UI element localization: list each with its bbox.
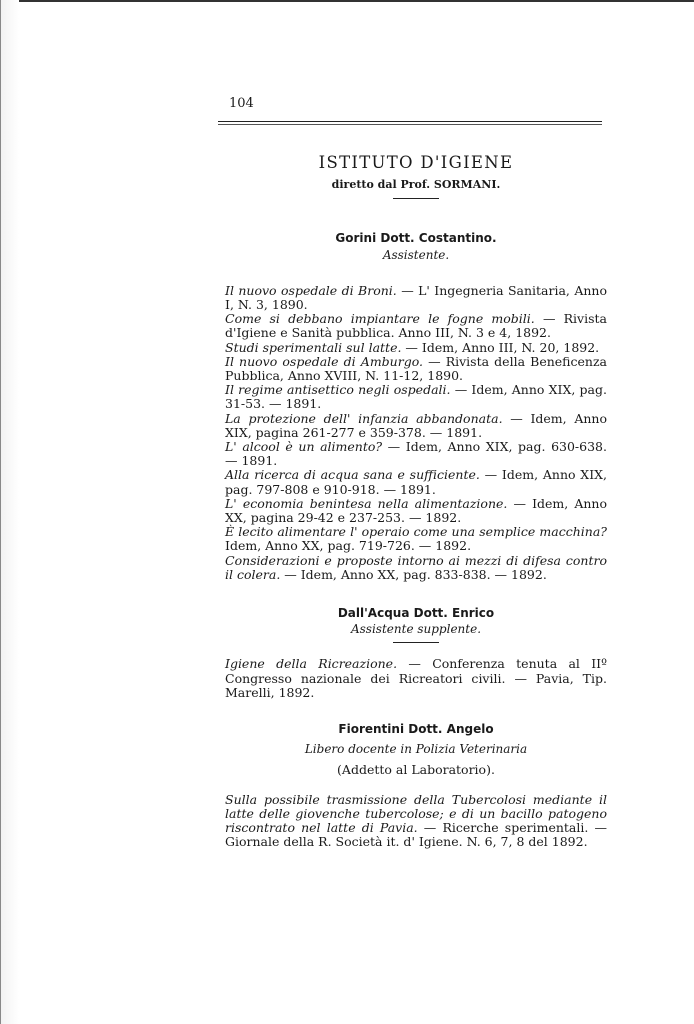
person-role: Assistente supplente. bbox=[350, 622, 482, 637]
publication-list bbox=[225, 657, 607, 700]
title-divider bbox=[393, 198, 439, 199]
person-role: Libero docente in Polizia Veterinaria bbox=[304, 742, 528, 757]
page-top-edge bbox=[0, 0, 694, 6]
page-binding-edge bbox=[0, 0, 19, 1024]
publication-item: Igiene della Ricreazione. — Conferenza tenuta al IIº Congresso nazionale dei Ricreatori civili. — Pavia, Tip. Marelli, 1892. bbox=[225, 656, 607, 700]
publication-item: Alla ricerca di acqua sana e sufficiente. — Idem, Anno XIX, pag. 797-808 e 910-918. — 1891. bbox=[225, 467, 608, 497]
page-content bbox=[225, 150, 607, 850]
publication-item: La protezione dell' infanzia abbandonata. — Idem, Anno XIX, pagina 261-277 e 359-378. — 1891. bbox=[225, 410, 607, 440]
publication-item: L' economia benintesa nella alimentazione. — Idem, Anno XX, pagina 29-42 e 237-253. — 1892. bbox=[225, 495, 607, 526]
person-note: (Addetto al Laboratorio). bbox=[337, 761, 495, 777]
person-name: Fiorentini Dott. Angelo bbox=[338, 722, 494, 737]
header-rule-secondary bbox=[218, 124, 602, 125]
person-name: Dall'Acqua Dott. Enrico bbox=[337, 606, 495, 621]
publication-item: L' alcool è un alimento? — Idem, Anno XIX, pag. 630-638. — 1891. bbox=[225, 439, 607, 469]
page-number: 104 bbox=[229, 96, 254, 111]
publication-list bbox=[225, 284, 607, 582]
section-divider bbox=[393, 642, 439, 643]
publication-item: Studi sperimentali sul latte. — Idem, Anno III, N. 20, 1892. bbox=[225, 339, 600, 355]
publication-item: Il nuovo ospedale di Broni. — L' Ingegneria Sanitaria, Anno I, N. 3, 1890. bbox=[225, 282, 607, 313]
institute-director: diretto dal Prof. SORMANI. bbox=[331, 178, 501, 192]
section-gorini bbox=[225, 231, 607, 582]
section-fiorentini bbox=[225, 722, 607, 849]
person-role: Assistente. bbox=[382, 247, 450, 262]
publication-item: Il regime antisettico negli ospedali. — Idem, Anno XIX, pag. 31-53. — 1891. bbox=[225, 382, 607, 412]
publication-list bbox=[225, 793, 607, 850]
institute-title: ISTITUTO D'IGIENE bbox=[318, 153, 514, 172]
publication-item: Sulla possibile trasmissione della Tubercolosi mediante il latte delle giovenche tubercolose; e di un bacillo patogeno riscontrato nel latte di Pavia. — Ricerche sperimentali. — Giornale della R. Società it. d' Igiene. N. 6, 7, 8 del 1892. bbox=[225, 791, 607, 850]
publication-item: È lecito alimentare l' operaio come una semplice macchina? Idem, Anno XX, pag. 719-726. — 1892. bbox=[225, 524, 607, 554]
publication-item: Come si debbano impiantare le fogne mobili. — Rivista d'Igiene e Sanità pubblica. Anno III, N. 3 e 4, 1892. bbox=[225, 311, 607, 341]
person-name: Gorini Dott. Costantino. bbox=[335, 231, 497, 246]
publication-item: Il nuovo ospedale di Amburgo. — Rivista della Beneficenza Pubblica, Anno XVIII, N. 11-12, 1890. bbox=[225, 353, 607, 384]
section-dallacqua bbox=[225, 606, 607, 700]
publication-item: Considerazioni e proposte intorno ai mezzi di difesa contro il colera. — Idem, Anno XX, pag. 833-838. — 1892. bbox=[225, 552, 607, 582]
header-rule bbox=[218, 121, 602, 122]
